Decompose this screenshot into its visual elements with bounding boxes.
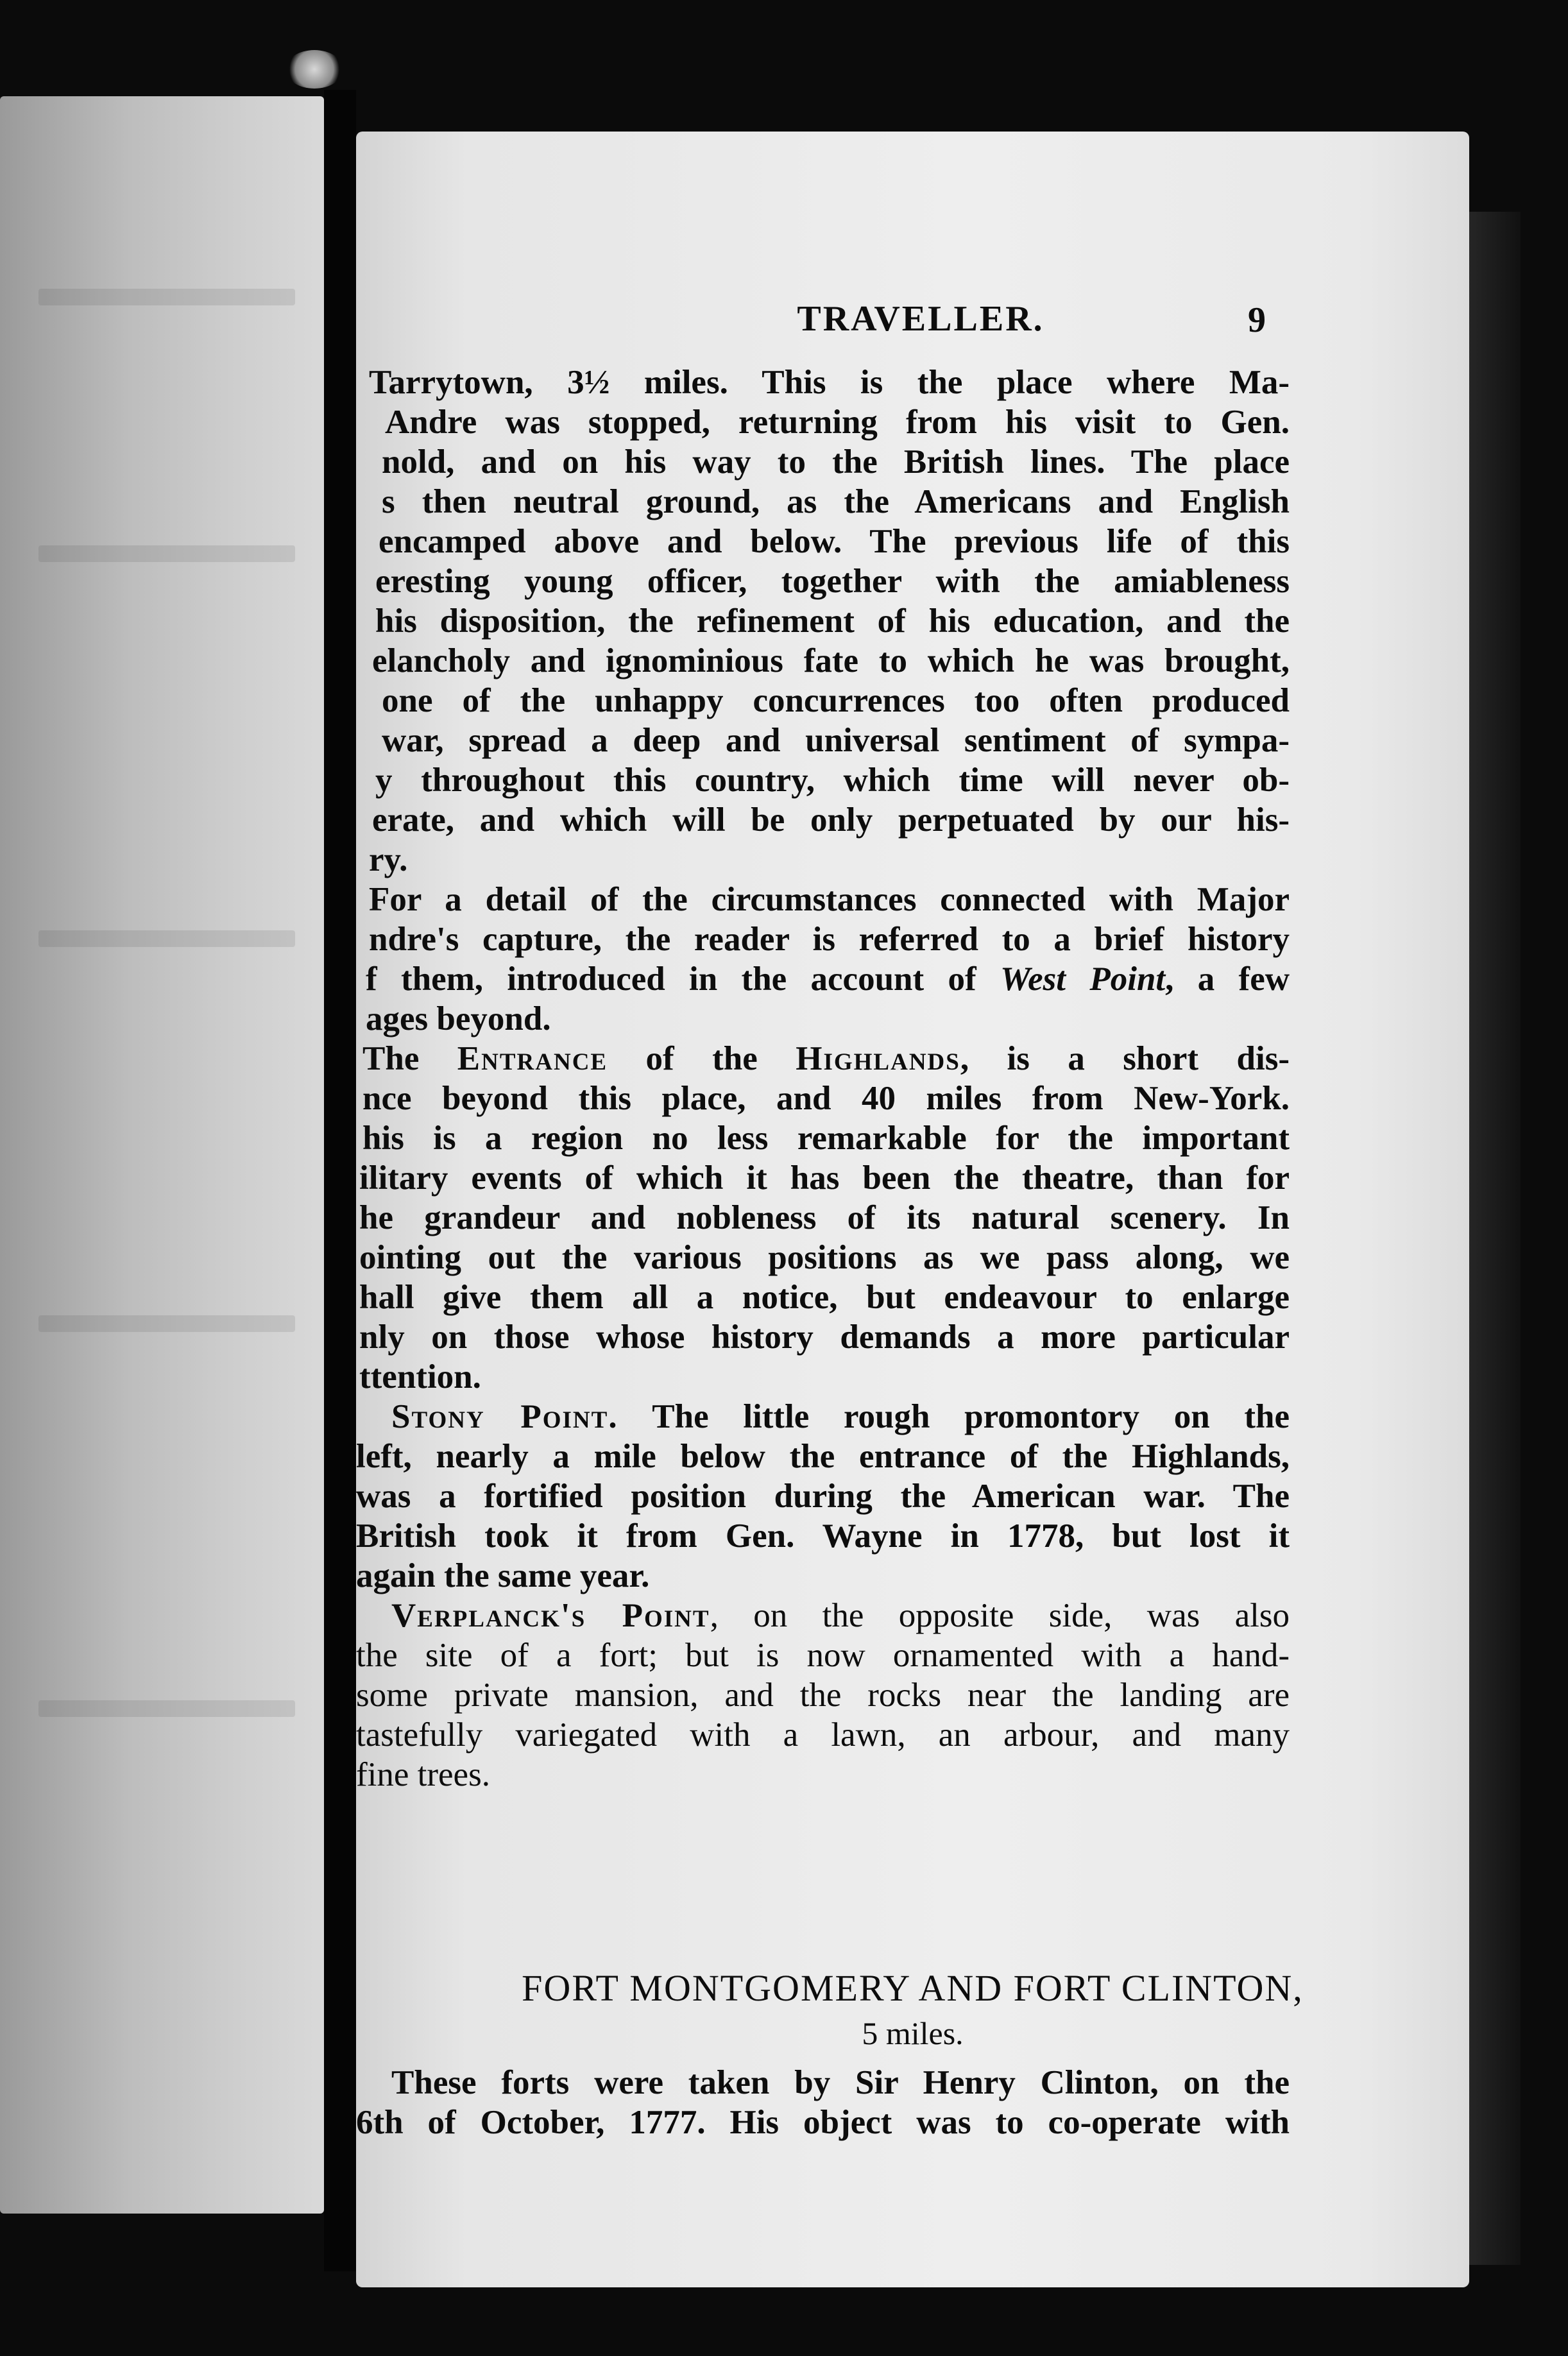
text-line: ry.	[369, 841, 408, 878]
text-line: eresting young officer, together with the amiableness	[375, 563, 1290, 600]
section-distance: 5 miles.	[862, 2015, 964, 2051]
text-line: nly on those whose history demands a more particular	[359, 1319, 1290, 1356]
text-line: 6th of October, 1777. His object was to co-operate with	[356, 2104, 1290, 2141]
paragraph-detail	[356, 880, 1466, 1039]
text-line: Andre was stopped, returning from his visit to Gen.	[385, 404, 1290, 441]
text-line: encamped above and below. The previous life of this	[379, 523, 1290, 560]
paragraph-forts	[356, 2063, 1290, 2142]
page-edge-shadow	[1469, 212, 1521, 2265]
text-fragment: , a few	[1165, 960, 1290, 998]
text-line	[366, 959, 1290, 999]
text-line: war, spread a deep and universal sentiment of sympa-	[382, 722, 1290, 759]
text-line: one of the unhappy concurrences too often produced	[382, 682, 1290, 719]
text-line: was a fortified position during the American war. The	[356, 1478, 1290, 1515]
text-line: Tarrytown, 3½ miles. This is the place where Ma-	[369, 364, 1290, 401]
text-line: his disposition, the refinement of his education, and the	[375, 602, 1290, 640]
text-line: the site of a fort; but is now ornamented with a hand-	[356, 1637, 1290, 1674]
running-title: TRAVELLER.	[797, 299, 1044, 339]
text-line: again the same year.	[356, 1557, 650, 1594]
west-point-italic: West Point	[1000, 960, 1166, 998]
book-gutter	[324, 90, 356, 2271]
bleed-through-line	[38, 545, 295, 562]
paragraph-stony-point	[356, 1397, 1466, 1596]
page-number: 9	[1248, 300, 1266, 340]
text-fragment: The little rough promontory on the	[618, 1398, 1290, 1435]
text-line: These forts were taken by Sir Henry Clinton, on the	[391, 2064, 1290, 2101]
text-line: ttention.	[359, 1358, 481, 1396]
facing-page	[0, 96, 324, 2214]
text-fragment: The	[362, 1040, 457, 1077]
text-line: ndre's capture, the reader is referred to a brief history	[369, 921, 1290, 958]
text-line: y throughout this country, which time will never ob-	[375, 762, 1290, 799]
text-line: For a detail of the circumstances connected with Major	[369, 881, 1290, 918]
text-fragment: , on the opposite side, was also	[710, 1597, 1290, 1634]
body-text	[356, 363, 1466, 1795]
entrance-small-caps: Entrance	[457, 1040, 608, 1077]
text-fragment: f them, introduced in the account of	[366, 960, 1000, 998]
text-line: nold, and on his way to the British lines. The place	[382, 443, 1290, 481]
paper-speck	[285, 50, 343, 89]
text-line: ointing out the various positions as we pass along, we	[359, 1239, 1290, 1276]
text-line: he grandeur and nobleness of its natural scenery. In	[359, 1199, 1290, 1236]
text-line: ages beyond.	[366, 1000, 551, 1037]
text-line: some private mansion, and the rocks near the landing are	[356, 1677, 1290, 1714]
text-line: his is a region no less remarkable for the important	[362, 1120, 1290, 1157]
text-line: erate, and which will be only perpetuated by our his-	[372, 801, 1290, 839]
verplanck-small-caps: Verplanck's Point	[391, 1597, 710, 1634]
text-fragment: , is a short dis-	[960, 1040, 1290, 1077]
paragraph-highlands	[356, 1039, 1466, 1397]
stony-point-small-caps: Stony Point.	[391, 1398, 618, 1435]
paragraph-tarrytown	[356, 363, 1466, 880]
text-line: British took it from Gen. Wayne in 1778, but lost it	[356, 1517, 1290, 1555]
text-fragment: of the	[608, 1040, 796, 1077]
bleed-through-line	[38, 1315, 295, 1332]
book-page	[356, 132, 1469, 2287]
text-line: tastefully variegated with a lawn, an arbour, and many	[356, 1716, 1290, 1754]
text-line: left, nearly a mile below the entrance of the Highlands,	[356, 1438, 1290, 1475]
text-line: ilitary events of which it has been the theatre, than for	[359, 1159, 1290, 1197]
highlands-small-caps: Highlands	[796, 1040, 960, 1077]
bleed-through-line	[38, 1700, 295, 1717]
bleed-through-line	[38, 930, 295, 947]
text-line: s then neutral ground, as the Americans and English	[382, 483, 1290, 520]
text-line: fine trees.	[356, 1756, 490, 1793]
text-line: nce beyond this place, and 40 miles from New-York.	[362, 1080, 1290, 1117]
text-line	[362, 1039, 1290, 1079]
running-head	[356, 298, 1469, 343]
section-heading: FORT MONTGOMERY AND FORT CLINTON,	[522, 1967, 1304, 2009]
text-line: hall give them all a notice, but endeavour to enlarge	[359, 1279, 1290, 1316]
text-line: elancholy and ignominious fate to which he was brought,	[372, 642, 1290, 679]
text-line	[391, 1596, 1290, 1635]
text-line	[391, 1397, 1290, 1437]
paragraph-verplanck	[356, 1596, 1466, 1795]
bleed-through-line	[38, 289, 295, 305]
